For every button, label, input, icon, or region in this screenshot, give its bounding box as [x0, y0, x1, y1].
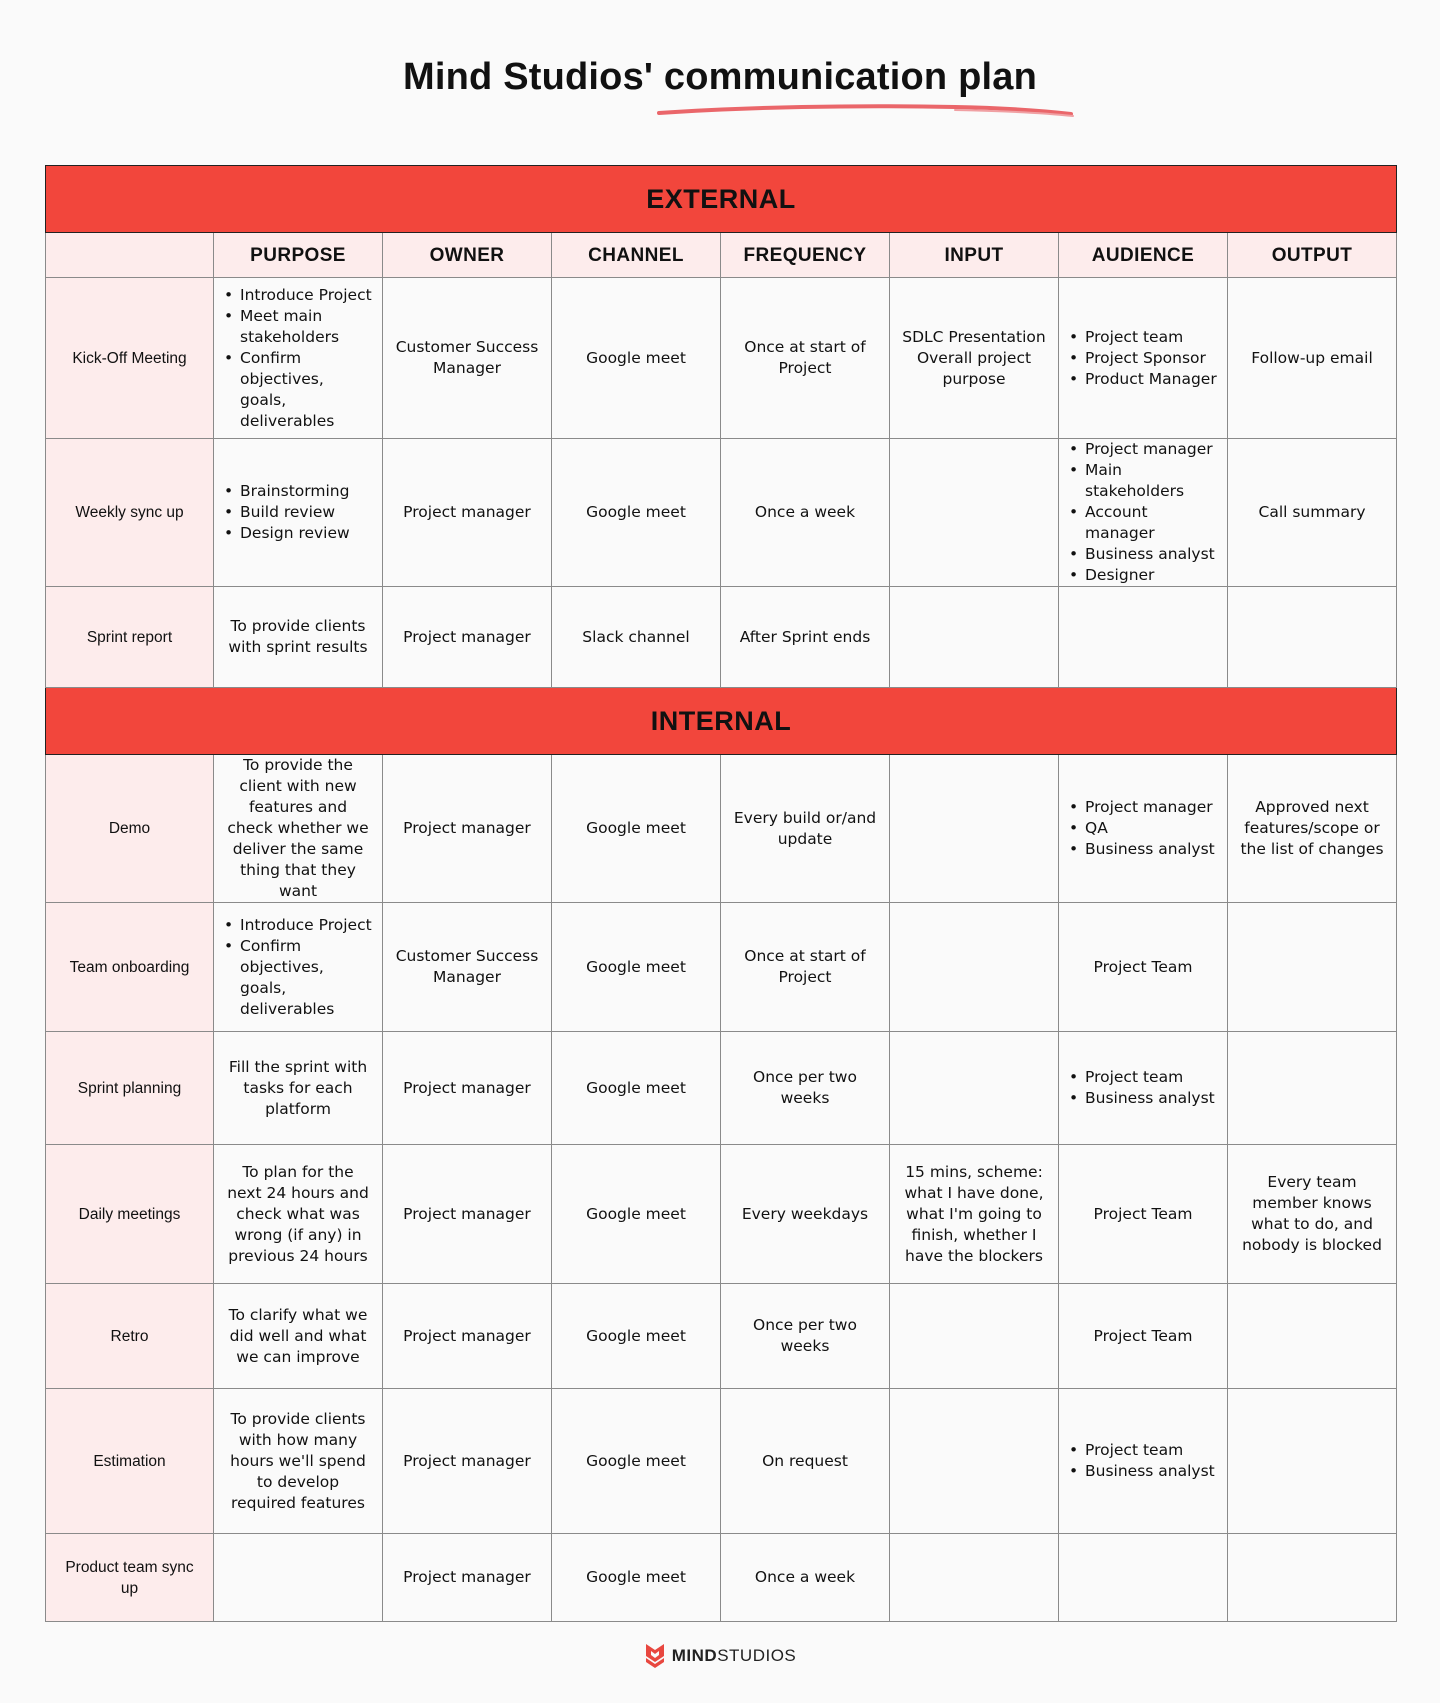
row-label: Retro	[46, 1284, 214, 1389]
output-cell	[1228, 1032, 1397, 1145]
purpose-cell	[214, 439, 383, 587]
frequency-cell: Once at start of Project	[721, 903, 890, 1032]
input-cell	[890, 278, 1059, 439]
frequency-cell: On request	[721, 1389, 890, 1534]
header-audience: AUDIENCE	[1059, 233, 1228, 278]
list-item: • Confirm objectives, goals, deliverables	[238, 936, 372, 1020]
channel-cell: Google meet	[552, 903, 721, 1032]
input-cell	[890, 903, 1059, 1032]
row-label: Kick-Off Meeting	[46, 278, 214, 439]
owner-cell: Project manager	[383, 1534, 552, 1622]
owner-cell: Project manager	[383, 587, 552, 688]
audience-cell	[1059, 755, 1228, 903]
list-item: • Main stakeholders	[1083, 460, 1217, 502]
list-item: • Project team	[1083, 1440, 1217, 1461]
audience-cell: Project Team	[1059, 1145, 1228, 1284]
frequency-cell: Once a week	[721, 439, 890, 587]
output-cell	[1228, 1284, 1397, 1389]
audience-cell	[1059, 439, 1228, 587]
page-title: Mind Studios' communication plan	[403, 56, 1037, 98]
input-cell	[890, 1284, 1059, 1389]
list-item: • Project manager	[1083, 797, 1217, 818]
owner-cell: Project manager	[383, 439, 552, 587]
section-internal	[46, 688, 1397, 755]
channel-cell: Google meet	[552, 1284, 721, 1389]
frequency-cell: Once at start of Project	[721, 278, 890, 439]
table-row-sprint-report	[46, 587, 1397, 688]
header-input: INPUT	[890, 233, 1059, 278]
owner-cell: Project manager	[383, 755, 552, 903]
table-row-sprint-planning	[46, 1032, 1397, 1145]
row-label: Team onboarding	[46, 903, 214, 1032]
header-output: OUTPUT	[1228, 233, 1397, 278]
column-header-row	[46, 233, 1397, 278]
purpose-cell	[214, 1534, 383, 1622]
owner-cell: Project manager	[383, 1389, 552, 1534]
row-label: Weekly sync up	[46, 439, 214, 587]
input-cell	[890, 439, 1059, 587]
frequency-cell: Every weekdays	[721, 1145, 890, 1284]
channel-cell: Slack channel	[552, 587, 721, 688]
list-item: • Designer	[1083, 565, 1217, 586]
list-item: • Product Manager	[1083, 369, 1217, 390]
frequency-cell: After Sprint ends	[721, 587, 890, 688]
row-label: Daily meetings	[46, 1145, 214, 1284]
table-row-retro	[46, 1284, 1397, 1389]
purpose-cell: To plan for the next 24 hours and check what was wrong (if any) in previous 24 hours	[214, 1145, 383, 1284]
list-item: • Design review	[238, 523, 372, 544]
table-row-estimation	[46, 1389, 1397, 1534]
communication-plan-table	[45, 165, 1397, 1622]
header-empty	[46, 233, 214, 278]
purpose-cell: To provide clients with sprint results	[214, 587, 383, 688]
output-cell	[1228, 1389, 1397, 1534]
table-row-daily	[46, 1145, 1397, 1284]
list-item: • Confirm objectives, goals, deliverables	[238, 348, 372, 432]
row-label: Sprint planning	[46, 1032, 214, 1145]
purpose-cell: Fill the sprint with tasks for each platform	[214, 1032, 383, 1145]
purpose-cell: To clarify what we did well and what we can improve	[214, 1284, 383, 1389]
purpose-cell	[214, 278, 383, 439]
audience-cell	[1059, 587, 1228, 688]
row-label: Demo	[46, 755, 214, 903]
section-title-internal: INTERNAL	[46, 688, 1397, 755]
row-label: Product team sync up	[46, 1534, 214, 1622]
input-cell	[890, 1534, 1059, 1622]
footer-logo	[0, 1642, 1440, 1670]
output-cell	[1228, 1534, 1397, 1622]
row-label: Estimation	[46, 1389, 214, 1534]
list-item: • Build review	[238, 502, 372, 523]
output-cell	[1228, 587, 1397, 688]
purpose-cell	[214, 903, 383, 1032]
audience-cell	[1059, 1032, 1228, 1145]
owner-cell: Customer Success Manager	[383, 278, 552, 439]
mind-studios-logo-icon	[644, 1642, 666, 1670]
audience-cell: Project Team	[1059, 903, 1228, 1032]
title-underline	[655, 104, 1075, 118]
audience-cell	[1059, 1389, 1228, 1534]
list-item: • Introduce Project	[238, 285, 372, 306]
channel-cell: Google meet	[552, 278, 721, 439]
header-owner: OWNER	[383, 233, 552, 278]
list-item: • Project manager	[1083, 439, 1217, 460]
owner-cell: Project manager	[383, 1032, 552, 1145]
table-row-product-sync	[46, 1534, 1397, 1622]
section-title-external: EXTERNAL	[46, 166, 1397, 233]
audience-cell	[1059, 1534, 1228, 1622]
output-cell: Approved next features/scope or the list of changes	[1228, 755, 1397, 903]
table-row-weekly	[46, 439, 1397, 587]
list-item: • Brainstorming	[238, 481, 372, 502]
output-cell: Call summary	[1228, 439, 1397, 587]
audience-cell	[1059, 278, 1228, 439]
input-cell: 15 mins, scheme: what I have done, what I'm going to finish, whether I have the blockers	[890, 1145, 1059, 1284]
row-label: Sprint report	[46, 587, 214, 688]
list-item: • Project team	[1083, 327, 1217, 348]
input-cell	[890, 755, 1059, 903]
list-item: • Business analyst	[1083, 1088, 1217, 1109]
input-cell	[890, 587, 1059, 688]
output-cell: Every team member knows what to do, and nobody is blocked	[1228, 1145, 1397, 1284]
channel-cell: Google meet	[552, 755, 721, 903]
brand-name: MINDSTUDIOS	[671, 1646, 797, 1665]
section-external	[46, 166, 1397, 233]
owner-cell: Project manager	[383, 1145, 552, 1284]
list-item: • Project team	[1083, 1067, 1217, 1088]
input-line: Overall project purpose	[916, 348, 1032, 388]
list-item: • Meet main stakeholders	[238, 306, 372, 348]
table-row-demo	[46, 755, 1397, 903]
table-row-kickoff	[46, 278, 1397, 439]
list-item: • QA	[1083, 818, 1217, 839]
list-item: • Business analyst	[1083, 839, 1217, 860]
input-line: SDLC Presentation	[902, 327, 1046, 346]
channel-cell: Google meet	[552, 1032, 721, 1145]
list-item: • Business analyst	[1083, 1461, 1217, 1482]
purpose-cell: To provide clients with how many hours we'll spend to develop required features	[214, 1389, 383, 1534]
channel-cell: Google meet	[552, 1534, 721, 1622]
list-item: • Business analyst	[1083, 544, 1217, 565]
purpose-cell: To provide the client with new features and check whether we deliver the same thing that they want	[214, 755, 383, 903]
list-item: • Project Sponsor	[1083, 348, 1217, 369]
list-item: • Account manager	[1083, 502, 1217, 544]
output-cell	[1228, 903, 1397, 1032]
frequency-cell: Every build or/and update	[721, 755, 890, 903]
header-channel: CHANNEL	[552, 233, 721, 278]
header-purpose: PURPOSE	[214, 233, 383, 278]
output-cell: Follow-up email	[1228, 278, 1397, 439]
owner-cell: Customer Success Manager	[383, 903, 552, 1032]
channel-cell: Google meet	[552, 1389, 721, 1534]
header-frequency: FREQUENCY	[721, 233, 890, 278]
owner-cell: Project manager	[383, 1284, 552, 1389]
channel-cell: Google meet	[552, 439, 721, 587]
frequency-cell: Once per two weeks	[721, 1032, 890, 1145]
input-cell	[890, 1389, 1059, 1534]
frequency-cell: Once per two weeks	[721, 1284, 890, 1389]
input-cell	[890, 1032, 1059, 1145]
channel-cell: Google meet	[552, 1145, 721, 1284]
table-row-onboarding	[46, 903, 1397, 1032]
audience-cell: Project Team	[1059, 1284, 1228, 1389]
list-item: • Introduce Project	[238, 915, 372, 936]
frequency-cell: Once a week	[721, 1534, 890, 1622]
